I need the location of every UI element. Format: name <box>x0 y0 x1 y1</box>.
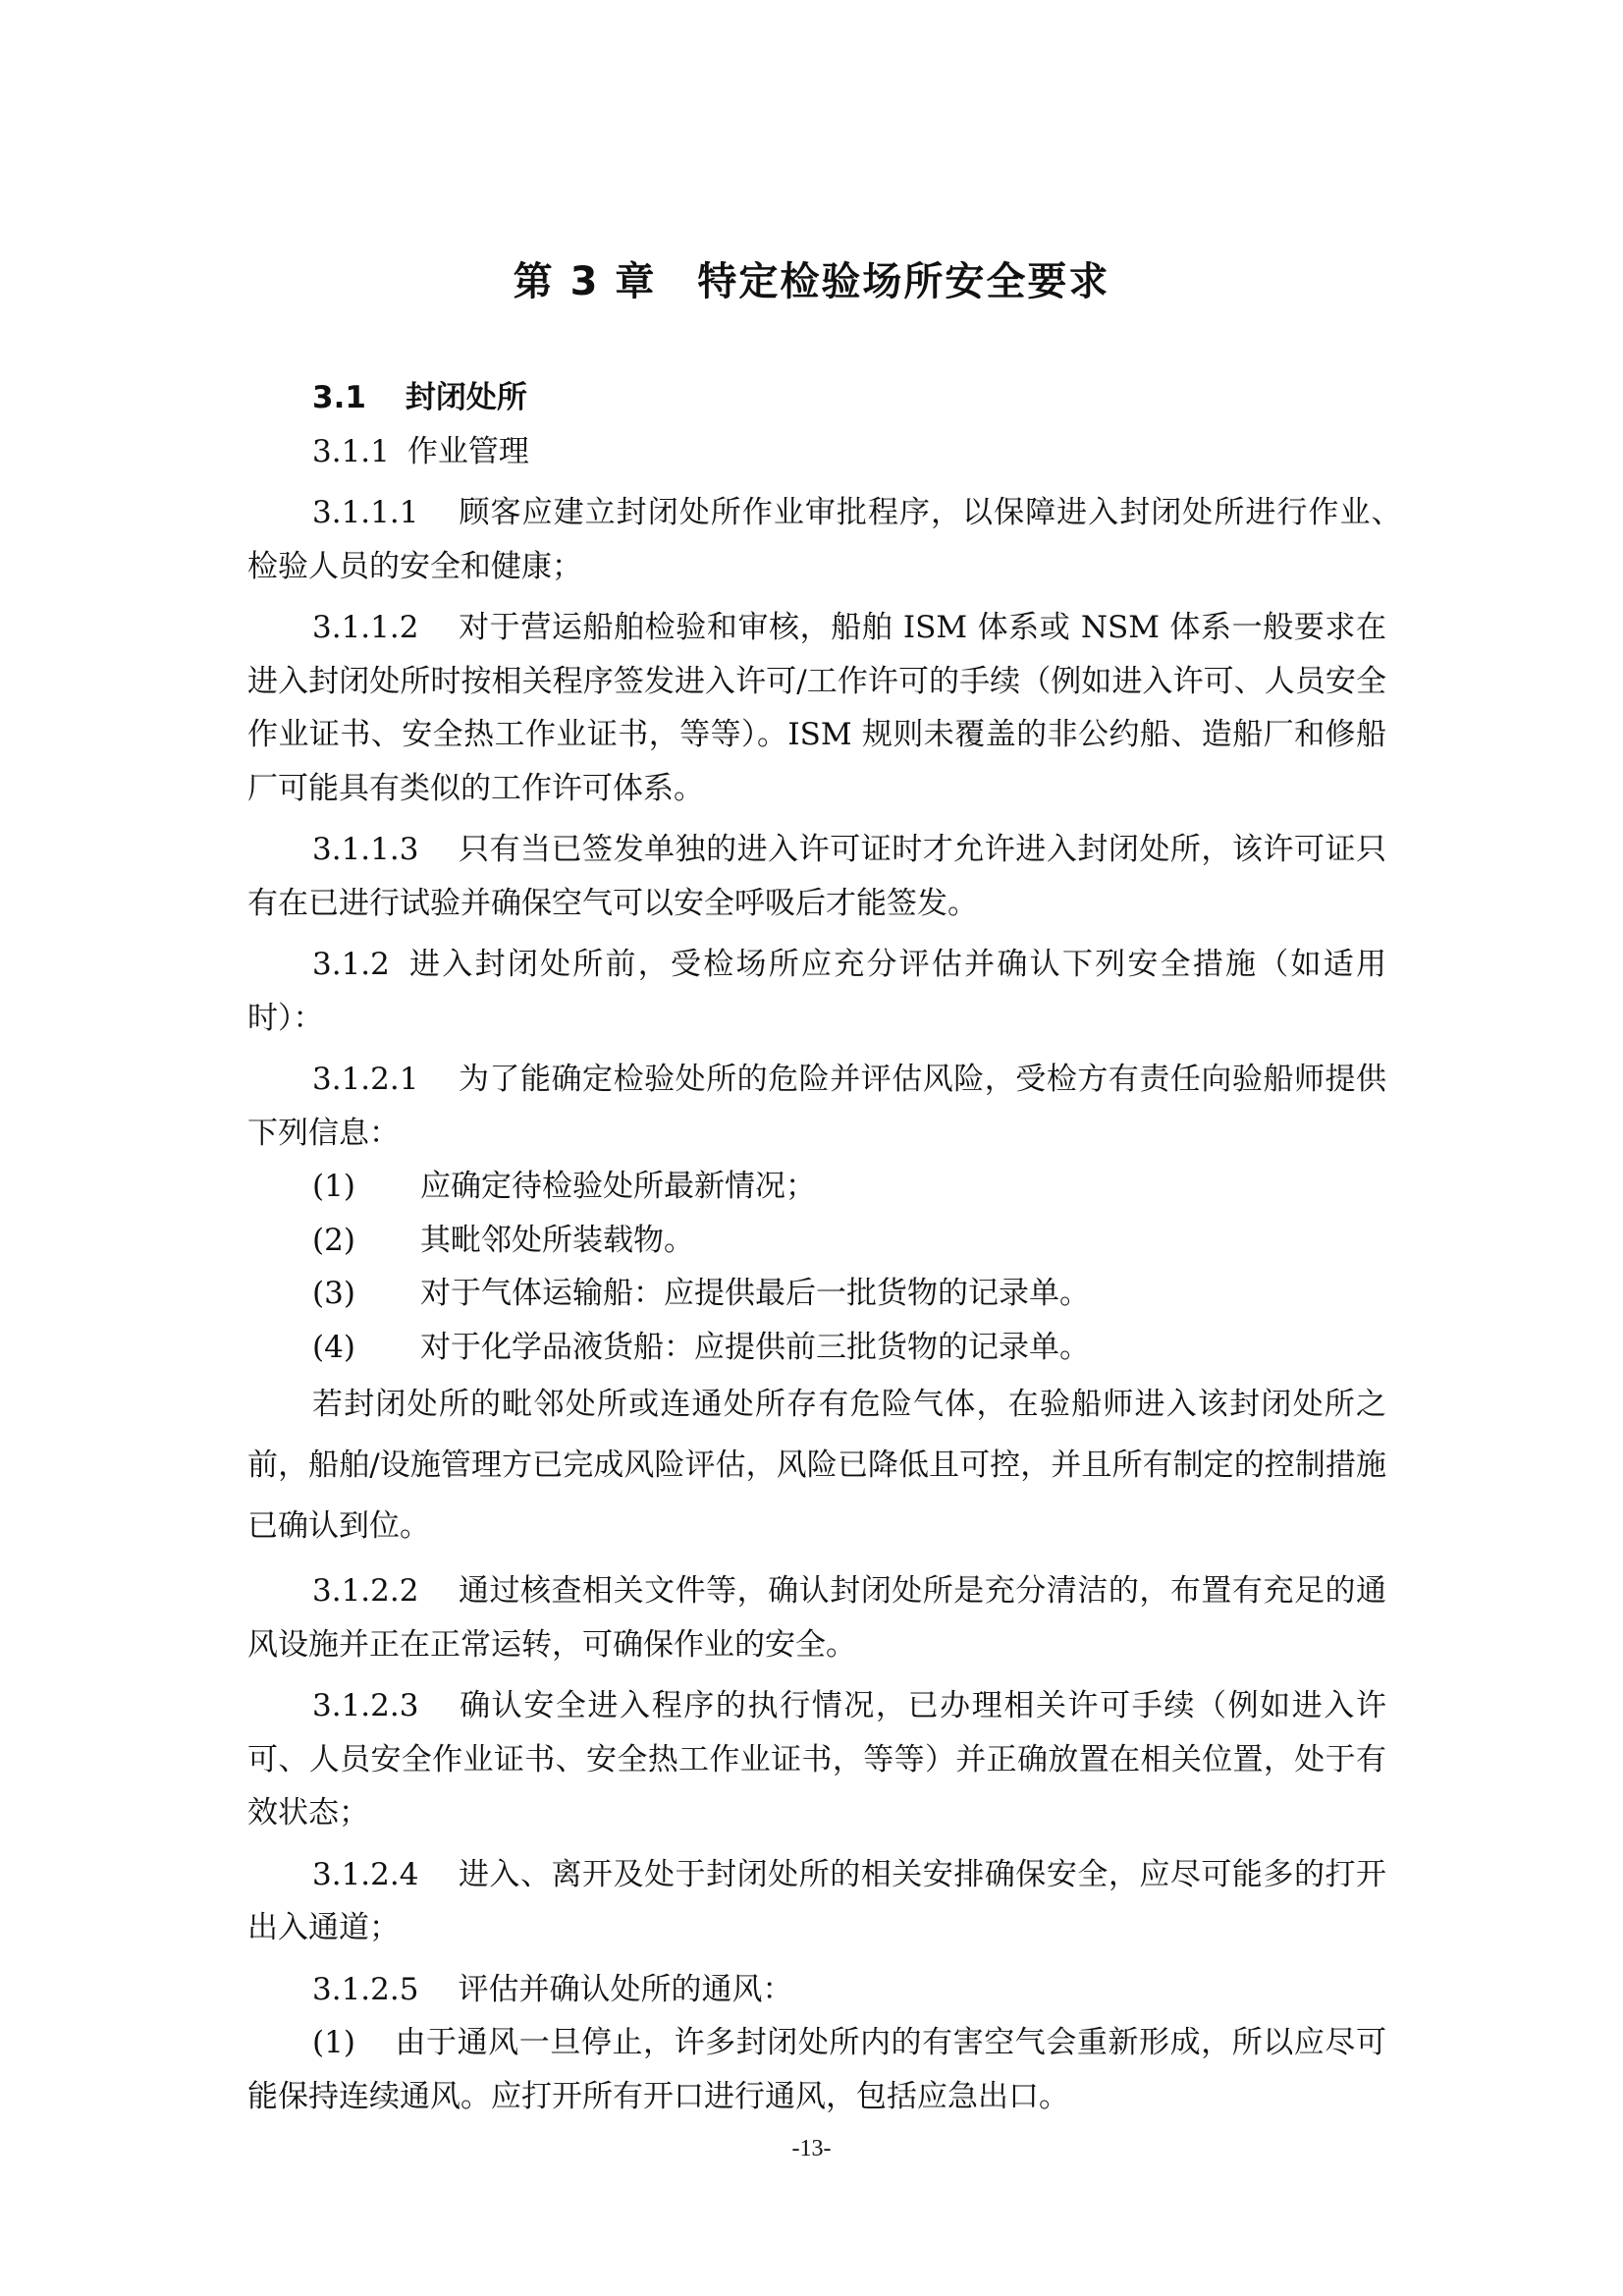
clause-3122 <box>247 1564 1386 1671</box>
section-title: 封闭处所 <box>405 380 527 415</box>
clause-3112 <box>247 601 1386 815</box>
list-item-number: (1) <box>312 2025 355 2060</box>
clause-3125 <box>247 1963 1386 2017</box>
chapter-title: 第 3 章 特定检验场所安全要求 <box>513 259 1110 304</box>
clause-number: 3.1.2.5 <box>312 1971 419 2007</box>
page-number: -13- <box>791 2136 832 2161</box>
list-item <box>247 1160 1386 1214</box>
adjacent-space-paragraph: 若封闭处所的毗邻处所或连通处所存有危险气体，在验船师进入该封闭处所之前，船舶/设施管理方已完成风险评估，风险已降低且可控，并且所有制定的控制措施已确认到位。 <box>247 1387 1386 1544</box>
clause-312 <box>247 938 1386 1045</box>
list-item <box>247 1321 1386 1375</box>
clause-number: 3.1.1.3 <box>312 832 419 867</box>
clause-3123 <box>247 1679 1386 1840</box>
subsection-title: 作业管理 <box>406 433 529 469</box>
clause-text: 顾客应建立封闭处所作业审批程序，以保障进入封闭处所进行作业、 检验人员的安全和健康； <box>247 495 1417 584</box>
clause-3124 <box>247 1848 1386 1955</box>
clause-3125-item-1 <box>247 2016 1386 2123</box>
list-item-text: 对于化学品液货船：应提供前三批货物的记录单。 <box>420 1329 1090 1365</box>
subsection-number: 3.1.1 <box>312 433 390 469</box>
clause-text: 确认安全进入程序的执行情况，已办理相关许可手续（例如进入许可、人员安全作业证书、安全热工作业证书，等等）并正确放置在相关位置，处于有效状态； <box>247 1688 1386 1831</box>
clause-number: 3.1.2 <box>312 947 390 982</box>
list-item-text: 由于通风一旦停止，许多封闭处所内的有害空气会重新形成，所以应尽可能保持连续通风。应打开所有开口进行通风，包括应急出口。 <box>247 2025 1386 2114</box>
subsection-heading <box>247 425 1386 479</box>
clause-3113 <box>247 823 1386 930</box>
list-item-text: 对于气体运输船：应提供最后一批货物的记录单。 <box>420 1276 1090 1311</box>
clause-number: 3.1.2.1 <box>312 1062 419 1097</box>
list-item-number: (4) <box>312 1329 355 1365</box>
clause-number: 3.1.2.3 <box>312 1688 419 1723</box>
section-number: 3.1 <box>312 380 366 415</box>
section-heading <box>247 371 1386 425</box>
list-item-text: 其毗邻处所装载物。 <box>420 1222 694 1258</box>
list-item-text: 应确定待检验处所最新情况； <box>420 1169 816 1204</box>
list-item <box>247 1267 1386 1321</box>
clause-text: 评估并确认处所的通风： <box>458 1971 793 2007</box>
clause-3121 <box>247 1053 1386 1160</box>
clause-number: 3.1.2.2 <box>312 1573 419 1609</box>
clause-3111 <box>247 486 1417 593</box>
clause-text: 进入封闭处所前，受检场所应充分评估并确认下列安全措施（如适用时）： <box>247 947 1386 1036</box>
clause-text: 进入、离开及处于封闭处所的相关安排确保安全，应尽可能多的打开出入通道； <box>247 1856 1386 1945</box>
list-item-number: (3) <box>312 1276 355 1311</box>
clause-number: 3.1.1.2 <box>312 610 419 645</box>
list-item <box>247 1214 1386 1268</box>
clause-number: 3.1.2.4 <box>312 1856 419 1892</box>
clause-text: 对于营运船舶检验和审核，船舶 ISM 体系或 NSM 体系一般要求在进入封闭处所时按相关程序签发进入许可/工作许可的手续（例如进入许可、人员安全作业证书、安全热工作业证书，等等）。ISM 规则未覆盖的非公约船、造船厂和修船厂可能具有类似的工作许可体系。 <box>247 610 1386 806</box>
clause-number: 3.1.1.1 <box>312 495 419 530</box>
list-item-number: (1) <box>312 1169 355 1204</box>
clause-text: 为了能确定检验处所的危险并评估风险，受检方有责任向验船师提供下列信息： <box>247 1062 1386 1151</box>
document-body <box>247 371 1417 2123</box>
list-item-number: (2) <box>312 1222 355 1258</box>
clause-text: 只有当已签发单独的进入许可证时才允许进入封闭处所，该许可证只有在已进行试验并确保空气可以安全呼吸后才能签发。 <box>247 832 1386 921</box>
clause-text: 通过核查相关文件等，确认封闭处所是充分清洁的，布置有充足的通风设施并正在正常运转，可确保作业的安全。 <box>247 1573 1386 1663</box>
